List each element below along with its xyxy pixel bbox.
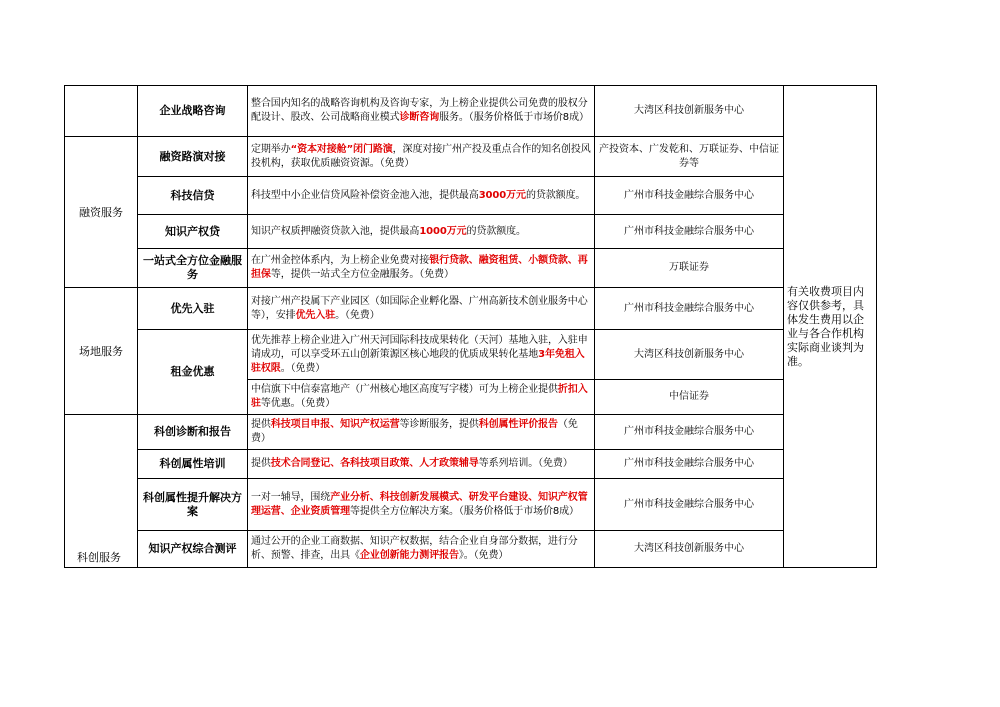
service-provider: 广州市科技金融综合服务中心	[595, 415, 784, 450]
highlight-text: 科创属性评价报告	[478, 419, 558, 430]
service-provider: 大湾区科技创新服务中心	[595, 86, 784, 137]
highlight-text: “资本对接舱”闭门路演	[290, 143, 393, 155]
service-provider: 中信证券	[595, 380, 784, 415]
description-text: 提供	[251, 458, 271, 469]
description-text: 在广州金控体系内，为上榜企业免费对接	[251, 255, 430, 266]
highlight-text: 1000万元	[419, 225, 467, 237]
service-name: 知识产权综合测评	[138, 531, 248, 568]
service-name: 企业战略咨询	[138, 86, 248, 137]
table-row	[65, 86, 877, 137]
service-name: 知识产权贷	[138, 215, 248, 249]
highlight-text: 3年免租入驻权限	[251, 348, 585, 374]
description-text: 等优惠。（免费）	[260, 398, 336, 409]
service-description	[248, 137, 595, 177]
fee-note: 有关收费项目内容仅供参考，具体发生费用以企业与各合作机构实际商业谈判为准。	[784, 86, 877, 568]
description-text: 的贷款额度。	[525, 189, 586, 201]
table-row	[65, 531, 877, 568]
description-text: 提供	[251, 419, 271, 430]
service-name: 一站式全方位金融服务	[138, 249, 248, 288]
description-text: 服务。（服务价格低于市场价8成）	[439, 112, 589, 123]
table-row	[65, 249, 877, 288]
service-provider: 大湾区科技创新服务中心	[595, 330, 784, 380]
service-provider: 大湾区科技创新服务中心	[595, 531, 784, 568]
table-row	[65, 288, 877, 330]
service-name: 租金优惠	[138, 330, 248, 415]
description-text: 中信旗下中信泰富地产（广州核心地区高度写字楼）可为上榜企业提供	[251, 384, 558, 395]
service-provider: 产投资本、广发乾和、万联证券、中信证券等	[595, 137, 784, 177]
service-provider: 广州市科技金融综合服务中心	[595, 479, 784, 531]
service-description	[248, 479, 595, 531]
description-text: 等，提供一站式全方位金融服务。（免费）	[270, 269, 454, 280]
description-text: （免费）	[251, 419, 578, 444]
service-description	[248, 415, 595, 450]
category-cell	[65, 86, 138, 137]
service-description	[248, 450, 595, 479]
description-text: 知识产权质押融资贷款入池，提供最高	[251, 225, 420, 237]
description-text: 的贷款额度。	[466, 225, 526, 237]
description-text: 科技型中小企业信贷风险补偿资金池入池，提供最高	[251, 189, 479, 201]
service-name: 优先入驻	[138, 288, 248, 330]
description-text: 。（免费）	[335, 309, 380, 321]
description-text: 。（免费）	[280, 362, 326, 374]
table-row	[65, 137, 877, 177]
service-provider: 广州市科技金融综合服务中心	[595, 177, 784, 215]
highlight-text: 科技项目申报、知识产权运营	[270, 419, 400, 430]
table-row	[65, 415, 877, 450]
services-table	[64, 85, 877, 568]
description-text: 等诊断服务，提供	[399, 419, 479, 430]
service-provider: 万联证券	[595, 249, 784, 288]
category-financing: 融资服务	[65, 137, 138, 288]
table-row	[65, 215, 877, 249]
description-text: 定期举办	[251, 143, 291, 155]
table-row	[65, 330, 877, 380]
category-venue: 场地服务	[65, 288, 138, 415]
service-description	[248, 177, 595, 215]
description-text: 等提供全方位解决方案。（服务价格低于市场价8成）	[350, 505, 579, 517]
service-description	[248, 380, 595, 415]
service-name: 融资路演对接	[138, 137, 248, 177]
table-row	[65, 177, 877, 215]
description-text: ，深度对接广州产投及重点合作的知名创投风投机构，获取优质融资资源。（免费）	[251, 143, 591, 169]
service-description	[248, 215, 595, 249]
table-row	[65, 479, 877, 531]
service-description	[248, 330, 595, 380]
description-text: 整合国内知名的战略咨询机构及咨询专家，为上榜企业提供公司免费的股权分配设计、股改、公司战略商业模式	[251, 98, 588, 123]
service-provider: 广州市科技金融综合服务中心	[595, 215, 784, 249]
service-description	[248, 86, 595, 137]
table-row	[65, 450, 877, 479]
highlight-text: 产业分析、科技创新发展模式、研发平台建设、知识产权管理运营、企业资质管理	[251, 491, 588, 517]
service-description	[248, 288, 595, 330]
highlight-text: 技术合同登记、各科技项目政策、人才政策辅导	[270, 458, 479, 469]
highlight-text: 优先入驻	[295, 309, 336, 321]
service-name: 科创属性培训	[138, 450, 248, 479]
service-provider: 广州市科技金融综合服务中心	[595, 450, 784, 479]
description-text: 对接广州产投属下产业园区（如国际企业孵化器、广州高新技术创业服务中心等），安排	[251, 295, 588, 321]
category-innovation: 科创服务	[65, 415, 138, 568]
highlight-text: 诊断咨询	[399, 112, 440, 123]
service-name: 科创属性提升解决方案	[138, 479, 248, 531]
highlight-text: 企业创新能力测评报告	[359, 550, 459, 561]
description-text: 》。（免费）	[458, 550, 509, 561]
description-text: 通过公开的企业工商数据、知识产权数据，结合企业自身部分数据，进行分析、预警、排查，出具《	[251, 536, 578, 561]
service-description	[248, 249, 595, 288]
service-name: 科创诊断和报告	[138, 415, 248, 450]
highlight-text: 3000万元	[478, 189, 526, 201]
service-provider: 广州市科技金融综合服务中心	[595, 288, 784, 330]
service-name: 科技信贷	[138, 177, 248, 215]
highlight-text: 折扣入驻	[251, 384, 588, 409]
description-text: 优先推荐上榜企业进入广州天河国际科技成果转化（天河）基地入驻，入驻申请成功，可以享受环五山创新策源区核心地段的优质成果转化基地	[251, 334, 588, 360]
description-text: 等系列培训。（免费）	[478, 458, 573, 469]
service-description	[248, 531, 595, 568]
highlight-text: 银行贷款、融资租赁、小额贷款、再担保	[251, 255, 588, 280]
description-text: 一对一辅导，围绕	[251, 491, 331, 503]
